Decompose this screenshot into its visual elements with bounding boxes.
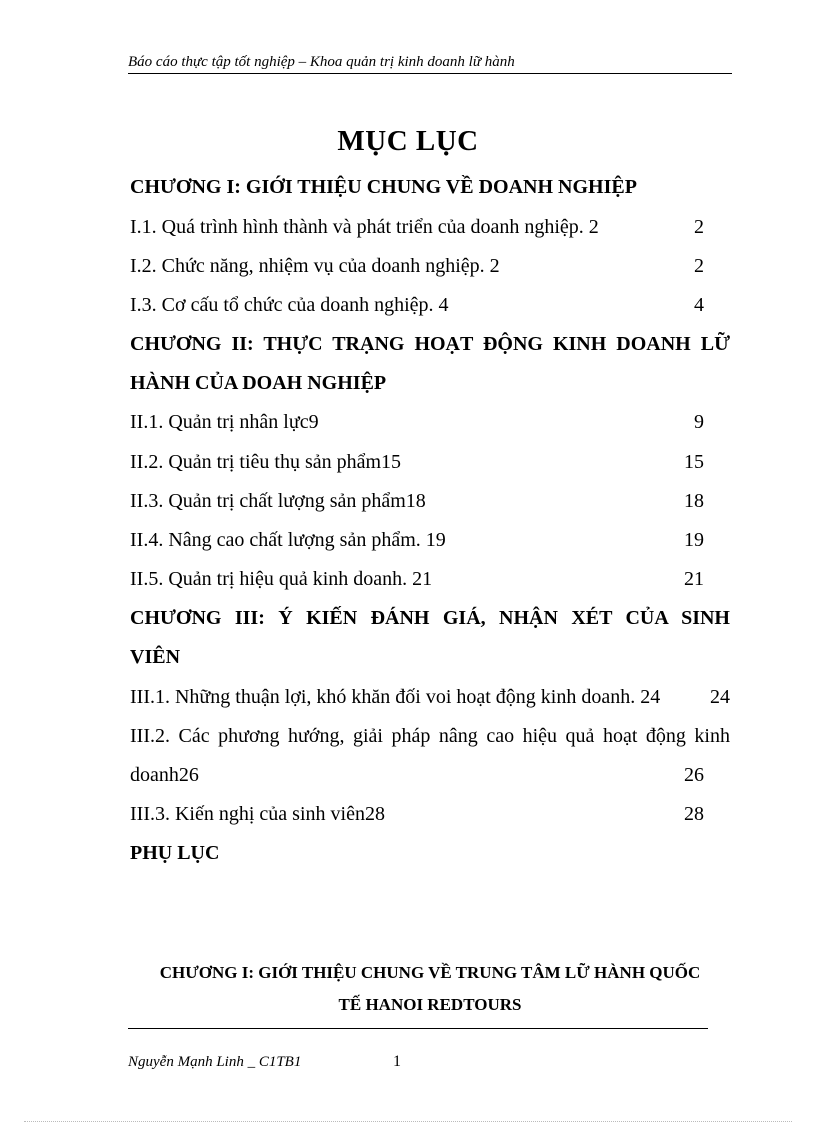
toc-entry-text: I.2. Chức năng, nhiệm vụ của doanh nghiệp. 2: [130, 255, 500, 277]
toc-entry[interactable]: [130, 529, 730, 552]
toc-page-number: 4: [694, 294, 704, 316]
toc-entry-text: III.3. Kiến nghị của sinh viên28: [130, 803, 385, 825]
header-rule: [128, 73, 732, 74]
toc-entry[interactable]: [130, 255, 730, 278]
toc-entry-text: II.2. Quản trị tiêu thụ sản phẩm15: [130, 451, 402, 473]
toc-page-number: 28: [684, 803, 704, 825]
toc-page-number: 24: [710, 686, 730, 708]
toc-entry[interactable]: [130, 490, 730, 513]
toc-entry-text: I.3. Cơ cấu tổ chức của doanh nghiệp. 4: [130, 294, 449, 316]
chapter-heading: [130, 957, 730, 1021]
toc-page-number: 9: [694, 411, 704, 433]
toc-entry-text: VIÊN: [130, 646, 181, 668]
header-text: Báo cáo thực tập tốt nghiệp – Khoa quản trị kinh doanh lữ hành: [128, 54, 515, 70]
toc-chapter-3[interactable]: [130, 607, 730, 630]
toc-entry-text: CHƯƠNG III: Ý KIẾN ĐÁNH GIÁ, NHẬN XÉT CỦA SINH: [130, 607, 730, 629]
toc-entry-text: I.1. Quá trình hình thành và phát triển của doanh nghiệp. 2: [130, 216, 599, 238]
toc-entry[interactable]: [130, 411, 730, 434]
toc-entry-text: II.1. Quản trị nhân lực9: [130, 411, 319, 433]
footer-rule: [128, 1028, 708, 1029]
toc-chapter-1[interactable]: [130, 176, 730, 199]
toc-entry[interactable]: [130, 451, 730, 474]
chapter-heading-line-1: CHƯƠNG I: GIỚI THIỆU CHUNG VỀ TRUNG TÂM LỮ HÀNH QUỐC: [159, 963, 701, 982]
toc-entry[interactable]: [130, 216, 730, 239]
toc-entry-text: doanh26: [130, 764, 199, 786]
toc-page-number: 2: [694, 216, 704, 238]
toc-entry-text: III.2. Các phương hướng, giải pháp nâng cao hiệu quả hoạt động kinh: [130, 725, 730, 747]
toc-entry[interactable]: [130, 568, 730, 591]
toc-entry[interactable]: [130, 725, 730, 748]
toc-title: MỤC LỤC: [337, 125, 479, 157]
chapter-heading-line-2: TẾ HANOI REDTOURS: [338, 995, 522, 1014]
toc-entry-text: II.4. Nâng cao chất lượng sản phẩm. 19: [130, 529, 446, 551]
toc-chapter-2-cont[interactable]: [130, 372, 730, 395]
toc-entry-text: CHƯƠNG II: THỰC TRẠNG HOẠT ĐỘNG KINH DOANH LỮ: [130, 333, 730, 355]
toc-entry-text: PHỤ LỤC: [130, 842, 220, 864]
toc-entry[interactable]: [130, 294, 730, 317]
toc-page-number: 18: [684, 490, 704, 512]
toc-page-number: 15: [684, 451, 704, 473]
toc-entry-text: II.3. Quản trị chất lượng sản phẩm18: [130, 490, 426, 512]
toc-entry[interactable]: [130, 803, 730, 826]
toc-page-number: 26: [684, 764, 704, 786]
footer-page-number: 1: [393, 1053, 401, 1070]
toc-entry[interactable]: [130, 686, 730, 709]
toc-entry-cont[interactable]: [130, 764, 730, 787]
toc-chapter-3-cont[interactable]: [130, 646, 730, 669]
toc-page-number: 2: [694, 255, 704, 277]
toc-entry-text: II.5. Quản trị hiệu quả kinh doanh. 21: [130, 568, 433, 590]
toc-entry-text: III.1. Những thuận lợi, khó khăn đối voi hoạt động kinh doanh. 24: [130, 686, 661, 708]
page-edge: [24, 1121, 792, 1122]
footer-author: Nguyễn Mạnh Linh _ C1TB1: [128, 1054, 302, 1070]
toc-entry-text: CHƯƠNG I: GIỚI THIỆU CHUNG VỀ DOANH NGHIỆP: [130, 176, 637, 198]
toc-chapter-2[interactable]: [130, 333, 730, 356]
toc-appendix[interactable]: [130, 842, 730, 865]
toc-entry-text: HÀNH CỦA DOAH NGHIỆP: [130, 372, 387, 394]
toc-page-number: 21: [684, 568, 704, 590]
toc-page-number: 19: [684, 529, 704, 551]
